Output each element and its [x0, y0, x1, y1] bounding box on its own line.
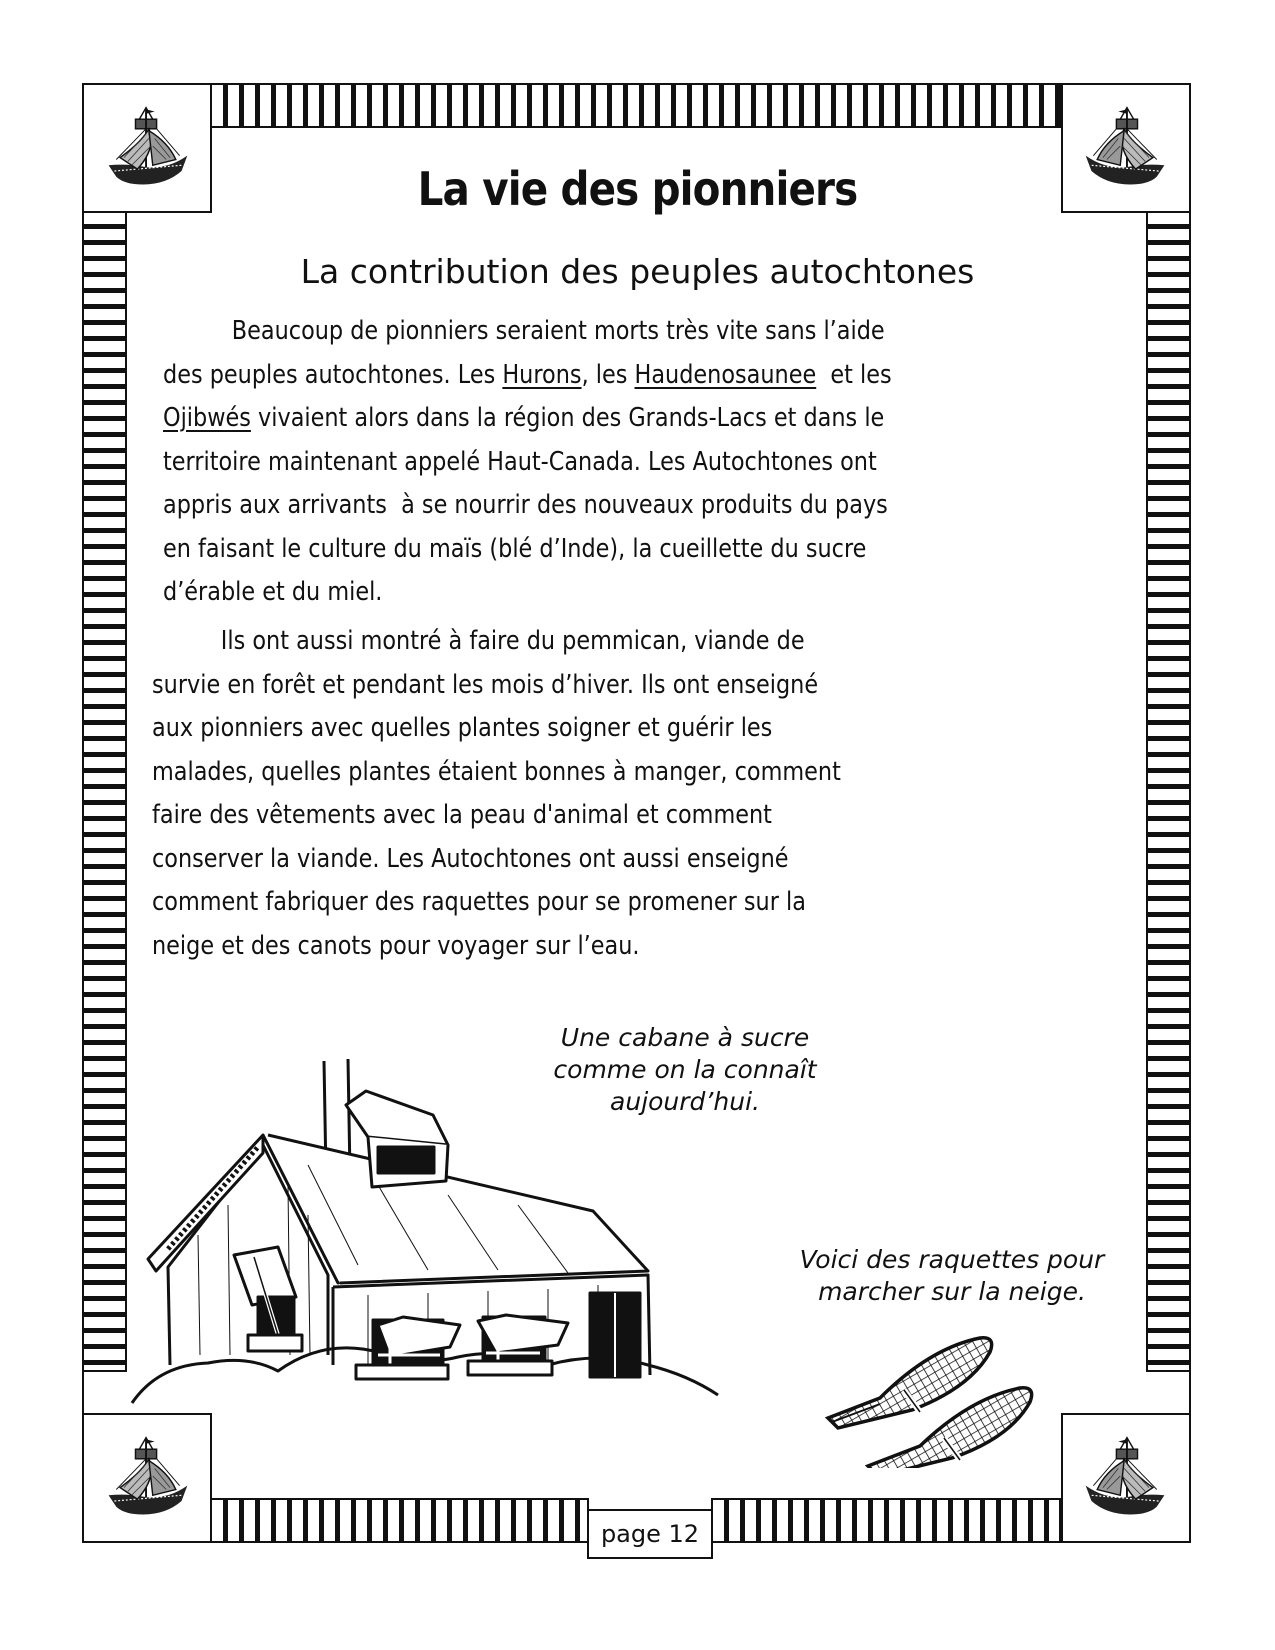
caption-line: aujourd’hui.: [610, 1087, 760, 1116]
corner-bottom-right: [1061, 1413, 1191, 1543]
paragraph-2: [152, 620, 953, 968]
paragraph-2-line: comment fabriquer des raquettes pour se promener sur la: [152, 887, 806, 917]
paragraph-1-line: [163, 354, 892, 398]
paragraph-1-line: Beaucoup de pionniers seraient morts très vite sans l’aide: [231, 316, 885, 346]
border-bottom-right: [711, 1498, 1061, 1543]
link-hurons[interactable]: Hurons: [502, 359, 582, 390]
paragraph-2-line: Ils ont aussi montré à faire du pemmican, viande de: [220, 626, 805, 656]
caption-line: comme on la connaît: [553, 1055, 817, 1084]
sailing-ship-icon: [1078, 1430, 1174, 1526]
text-run: vivaient alors dans la région des Grands-Lacs et dans le: [250, 403, 885, 433]
snowshoes-illustration: [820, 1318, 1050, 1468]
paragraph-1: [163, 310, 1010, 615]
link-ojibwes[interactable]: Ojibwés: [163, 403, 251, 433]
text-run: , les: [581, 359, 635, 390]
page-number: page 12: [587, 1509, 713, 1559]
paragraph-2-line: malades, quelles plantes étaient bonnes à manger, comment: [152, 756, 841, 787]
page-title: La vie des pionniers: [417, 162, 858, 216]
paragraph-1-line: appris aux arrivants à se nourrir des nouveaux produits du pays: [163, 490, 888, 520]
paragraph-2-line: survie en forêt et pendant les mois d’hiver. Ils ont enseigné: [152, 669, 819, 700]
border-left: [82, 211, 127, 1372]
sugar-shack-illustration: [128, 1035, 738, 1415]
paragraph-1-line: territoire maintenant appelé Haut-Canada. Les Autochtones ont: [163, 446, 877, 477]
paragraph-2-line: conserver la viande. Les Autochtones ont aussi enseigné: [152, 843, 789, 874]
page-subtitle: La contribution des peuples autochtones: [300, 252, 975, 291]
caption-line: Une cabane à sucre: [560, 1023, 810, 1052]
caption-line: marcher sur la neige.: [818, 1277, 1086, 1306]
paragraph-2-line: neige et des canots pour voyager sur l’eau.: [152, 930, 640, 961]
caption-snowshoes: [792, 1244, 1112, 1308]
sailing-ship-icon: [99, 1430, 195, 1526]
caption-line: Voici des raquettes pour: [799, 1245, 1105, 1274]
paragraph-1-line: [163, 397, 892, 441]
corner-bottom-left: [82, 1413, 212, 1543]
paragraph-2-line: aux pionniers avec quelles plantes soigner et guérir les: [152, 713, 773, 743]
border-right: [1146, 211, 1191, 1372]
text-run: des peuples autochtones. Les: [163, 359, 503, 390]
link-haudenosaunee[interactable]: Haudenosaunee: [634, 359, 817, 390]
paragraph-2-line: faire des vêtements avec la peau d'animal et comment: [152, 800, 772, 830]
paragraph-1-line: en faisant le culture du maïs (blé d’Inde), la cueillette du sucre: [163, 533, 867, 564]
paragraph-1-line: d’érable et du miel.: [163, 577, 383, 607]
text-run: et les: [816, 359, 892, 390]
border-top: [210, 83, 1061, 128]
border-bottom-left: [210, 1498, 589, 1543]
